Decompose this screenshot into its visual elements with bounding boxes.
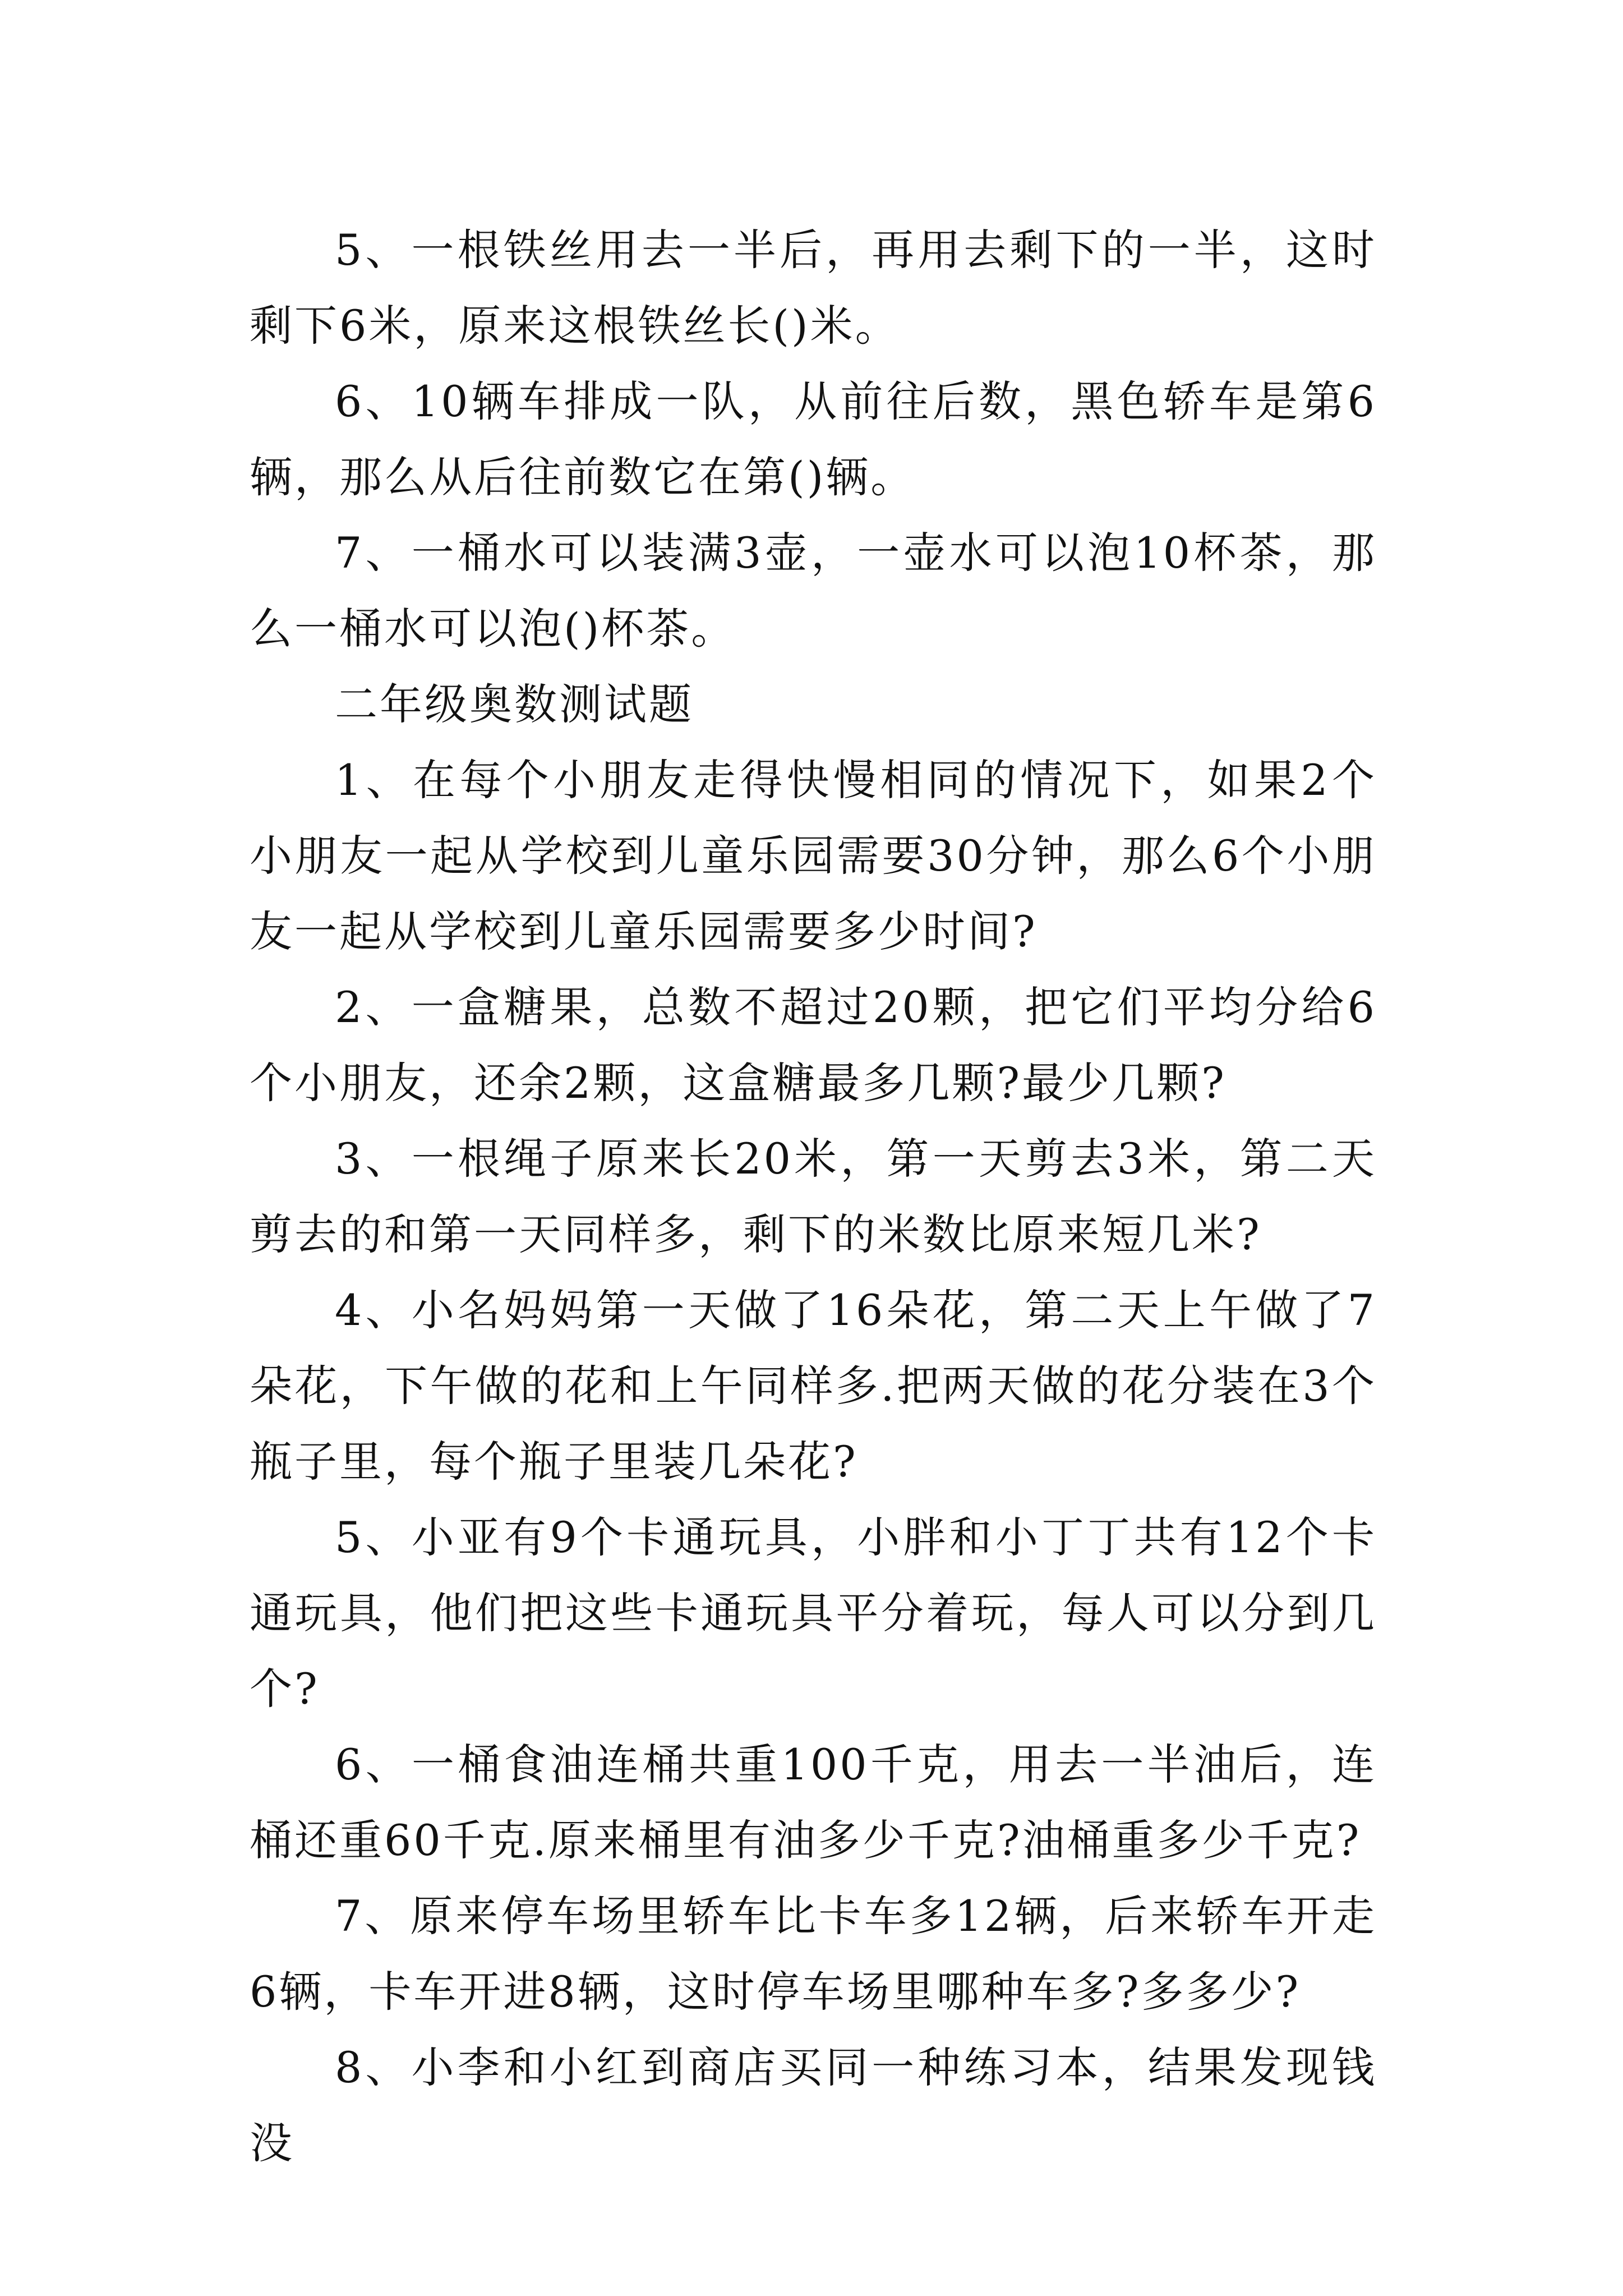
- section-heading: 二年级奥数测试题: [335, 679, 694, 729]
- question-6-cars: 6、10辆车排成一队，从前往后数，黑色轿车是第6辆，那么从后往前数它在第()辆。: [250, 376, 1377, 502]
- test-question-8: 8、小李和小红到商店买同一种练习本，结果发现钱没: [250, 2042, 1377, 2168]
- test-question-6: 6、一桶食油连桶共重100千克，用去一半油后，连桶还重60千克.原来桶里有油多少千克?油桶重多少千克?: [250, 1740, 1377, 1865]
- test-question-3: 3、一根绳子原来长20米，第一天剪去3米，第二天剪去的和第一天同样多，剩下的米数比原来短几米?: [250, 1134, 1377, 1259]
- test-question-5: 5、小亚有9个卡通玩具，小胖和小丁丁共有12个卡通玩具，他们把这些卡通玩具平分着玩，每人可以分到几个?: [250, 1512, 1377, 1714]
- test-question-7: 7、原来停车场里轿车比卡车多12辆，后来轿车开走6辆，卡车开进8辆，这时停车场里哪种车多?多多少?: [250, 1891, 1377, 2017]
- question-7-tea: 7、一桶水可以装满3壶，一壶水可以泡10杯茶，那么一桶水可以泡()杯茶。: [250, 528, 1377, 654]
- question-5-wire: 5、一根铁丝用去一半后，再用去剩下的一半，这时剩下6米，原来这根铁丝长()米。: [250, 225, 1377, 351]
- test-question-2: 2、一盒糖果，总数不超过20颗，把它们平均分给6个小朋友，还余2颗，这盒糖最多几颗?最少几颗?: [250, 982, 1377, 1108]
- document-body: [250, 212, 1377, 2181]
- test-question-1: 1、在每个小朋友走得快慢相同的情况下，如果2个小朋友一起从学校到儿童乐园需要30分钟，那么6个小朋友一起从学校到儿童乐园需要多少时间?: [250, 755, 1377, 956]
- test-question-4: 4、小名妈妈第一天做了16朵花，第二天上午做了7朵花，下午做的花和上午同样多.把两天做的花分装在3个瓶子里，每个瓶子里装几朵花?: [250, 1285, 1377, 1487]
